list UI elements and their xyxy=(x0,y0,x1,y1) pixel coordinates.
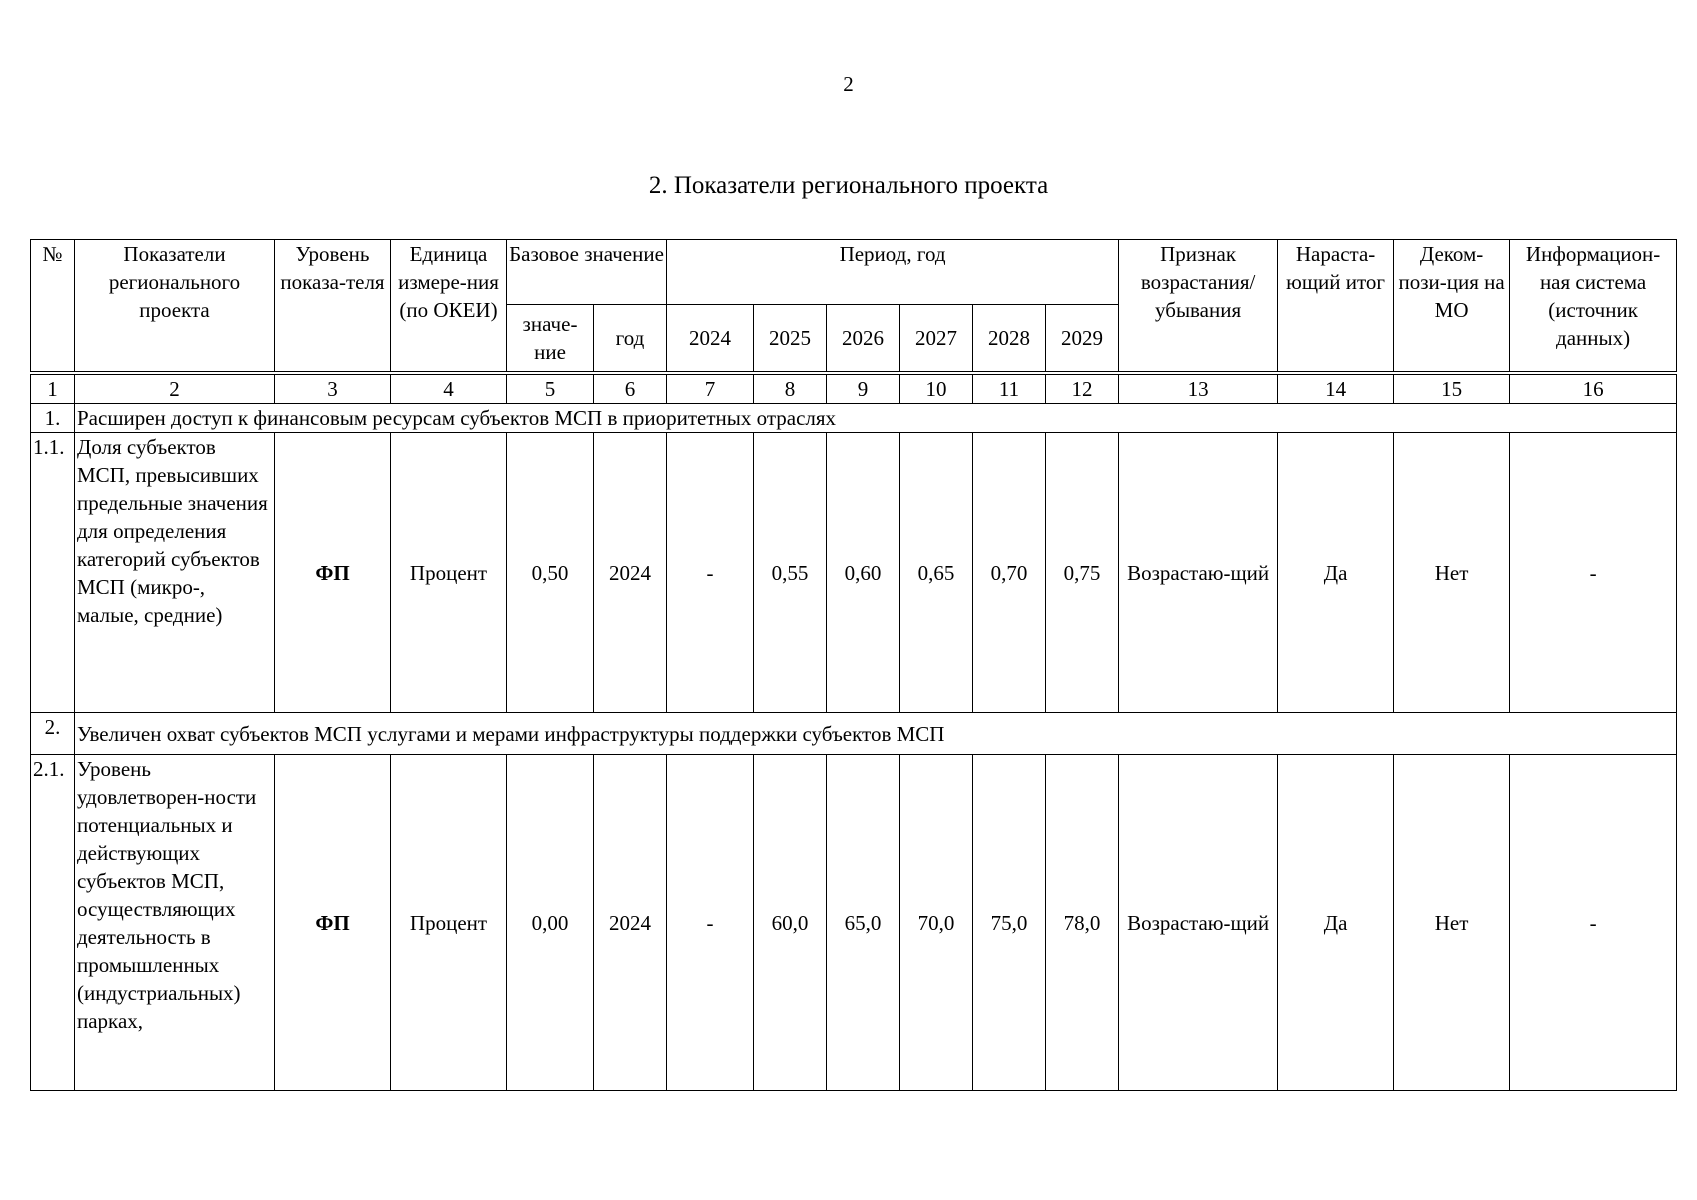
column-number: 10 xyxy=(900,373,973,404)
trend-sign: Возрастаю-щий xyxy=(1119,433,1278,713)
period-value: - xyxy=(667,755,754,1091)
indicator-name: Уровень удовлетворен-ности потенциальных и действующих субъектов МСП, осуществляющих деятельность в промышленных (индустриальных) парках, xyxy=(75,755,275,1091)
column-number: 8 xyxy=(754,373,827,404)
indicator-level: ФП xyxy=(275,755,391,1091)
column-number: 7 xyxy=(667,373,754,404)
period-value: 0,70 xyxy=(973,433,1046,713)
indicator-row xyxy=(31,755,1677,1091)
column-number: 4 xyxy=(391,373,507,404)
column-number: 14 xyxy=(1278,373,1394,404)
header-indicator-name: Показатели регионального проекта xyxy=(75,240,275,374)
period-value: 60,0 xyxy=(754,755,827,1091)
indicator-row xyxy=(31,433,1677,713)
column-number: 12 xyxy=(1046,373,1119,404)
decomposition-flag: Нет xyxy=(1394,433,1510,713)
page-title: 2. Показатели регионального проекта xyxy=(648,172,1049,199)
period-value: 78,0 xyxy=(1046,755,1119,1091)
header-year: 2026 xyxy=(827,305,900,374)
section-title: Расширен доступ к финансовым ресурсам субъектов МСП в приоритетных отраслях xyxy=(75,404,1677,433)
period-value: - xyxy=(667,433,754,713)
header-base-value: значе-ние xyxy=(507,305,594,374)
column-number-row xyxy=(31,373,1677,404)
column-number: 11 xyxy=(973,373,1046,404)
indicator-unit: Процент xyxy=(391,433,507,713)
section-number: 2. xyxy=(31,713,75,755)
header-trend: Признак возрастания/ убывания xyxy=(1119,240,1278,374)
column-number: 9 xyxy=(827,373,900,404)
header-year: 2029 xyxy=(1046,305,1119,374)
period-value: 70,0 xyxy=(900,755,973,1091)
base-value: 0,50 xyxy=(507,433,594,713)
column-number: 13 xyxy=(1119,373,1278,404)
base-year: 2024 xyxy=(594,755,667,1091)
cumulative-flag: Да xyxy=(1278,433,1394,713)
header-period: Период, год xyxy=(667,240,1119,305)
column-number: 16 xyxy=(1510,373,1677,404)
column-number: 15 xyxy=(1394,373,1510,404)
section-row xyxy=(31,713,1677,755)
indicators-table xyxy=(30,239,1677,1091)
period-value: 75,0 xyxy=(973,755,1046,1091)
header-year: 2028 xyxy=(973,305,1046,374)
indicator-number: 2.1. xyxy=(31,755,75,1091)
column-number: 3 xyxy=(275,373,391,404)
base-year: 2024 xyxy=(594,433,667,713)
indicator-name: Доля субъектов МСП, превысивших предельные значения для определения категорий субъектов МСП (микро-, малые, средние) xyxy=(75,433,275,713)
section-row xyxy=(31,404,1677,433)
column-number: 5 xyxy=(507,373,594,404)
column-number: 6 xyxy=(594,373,667,404)
period-value: 0,60 xyxy=(827,433,900,713)
trend-sign: Возрастаю-щий xyxy=(1119,755,1278,1091)
header-cumulative: Нараста-ющий итог xyxy=(1278,240,1394,374)
section-title: Увеличен охват субъектов МСП услугами и мерами инфраструктуры поддержки субъектов МСП xyxy=(75,713,1677,755)
indicator-unit: Процент xyxy=(391,755,507,1091)
header-unit: Единица измере-ния (по ОКЕИ) xyxy=(391,240,507,374)
header-year: 2024 xyxy=(667,305,754,374)
indicator-level: ФП xyxy=(275,433,391,713)
header-year: 2027 xyxy=(900,305,973,374)
period-value: 0,65 xyxy=(900,433,973,713)
column-number: 2 xyxy=(75,373,275,404)
header-decomposition: Деком-пози-ция на МО xyxy=(1394,240,1510,374)
header-base-year: год xyxy=(594,305,667,374)
period-value: 0,75 xyxy=(1046,433,1119,713)
header-year: 2025 xyxy=(754,305,827,374)
info-system: - xyxy=(1510,755,1677,1091)
indicator-number: 1.1. xyxy=(31,433,75,713)
period-value: 65,0 xyxy=(827,755,900,1091)
base-value: 0,00 xyxy=(507,755,594,1091)
period-value: 0,55 xyxy=(754,433,827,713)
cumulative-flag: Да xyxy=(1278,755,1394,1091)
header-level: Уровень показа-теля xyxy=(275,240,391,374)
header-no: № xyxy=(31,240,75,374)
section-number: 1. xyxy=(31,404,75,433)
page-number: 2 xyxy=(843,72,854,96)
header-info-system: Информацион-ная система (источник данных) xyxy=(1510,240,1677,374)
column-number: 1 xyxy=(31,373,75,404)
info-system: - xyxy=(1510,433,1677,713)
decomposition-flag: Нет xyxy=(1394,755,1510,1091)
header-base: Базовое значение xyxy=(507,240,667,305)
header-row xyxy=(31,240,1677,305)
